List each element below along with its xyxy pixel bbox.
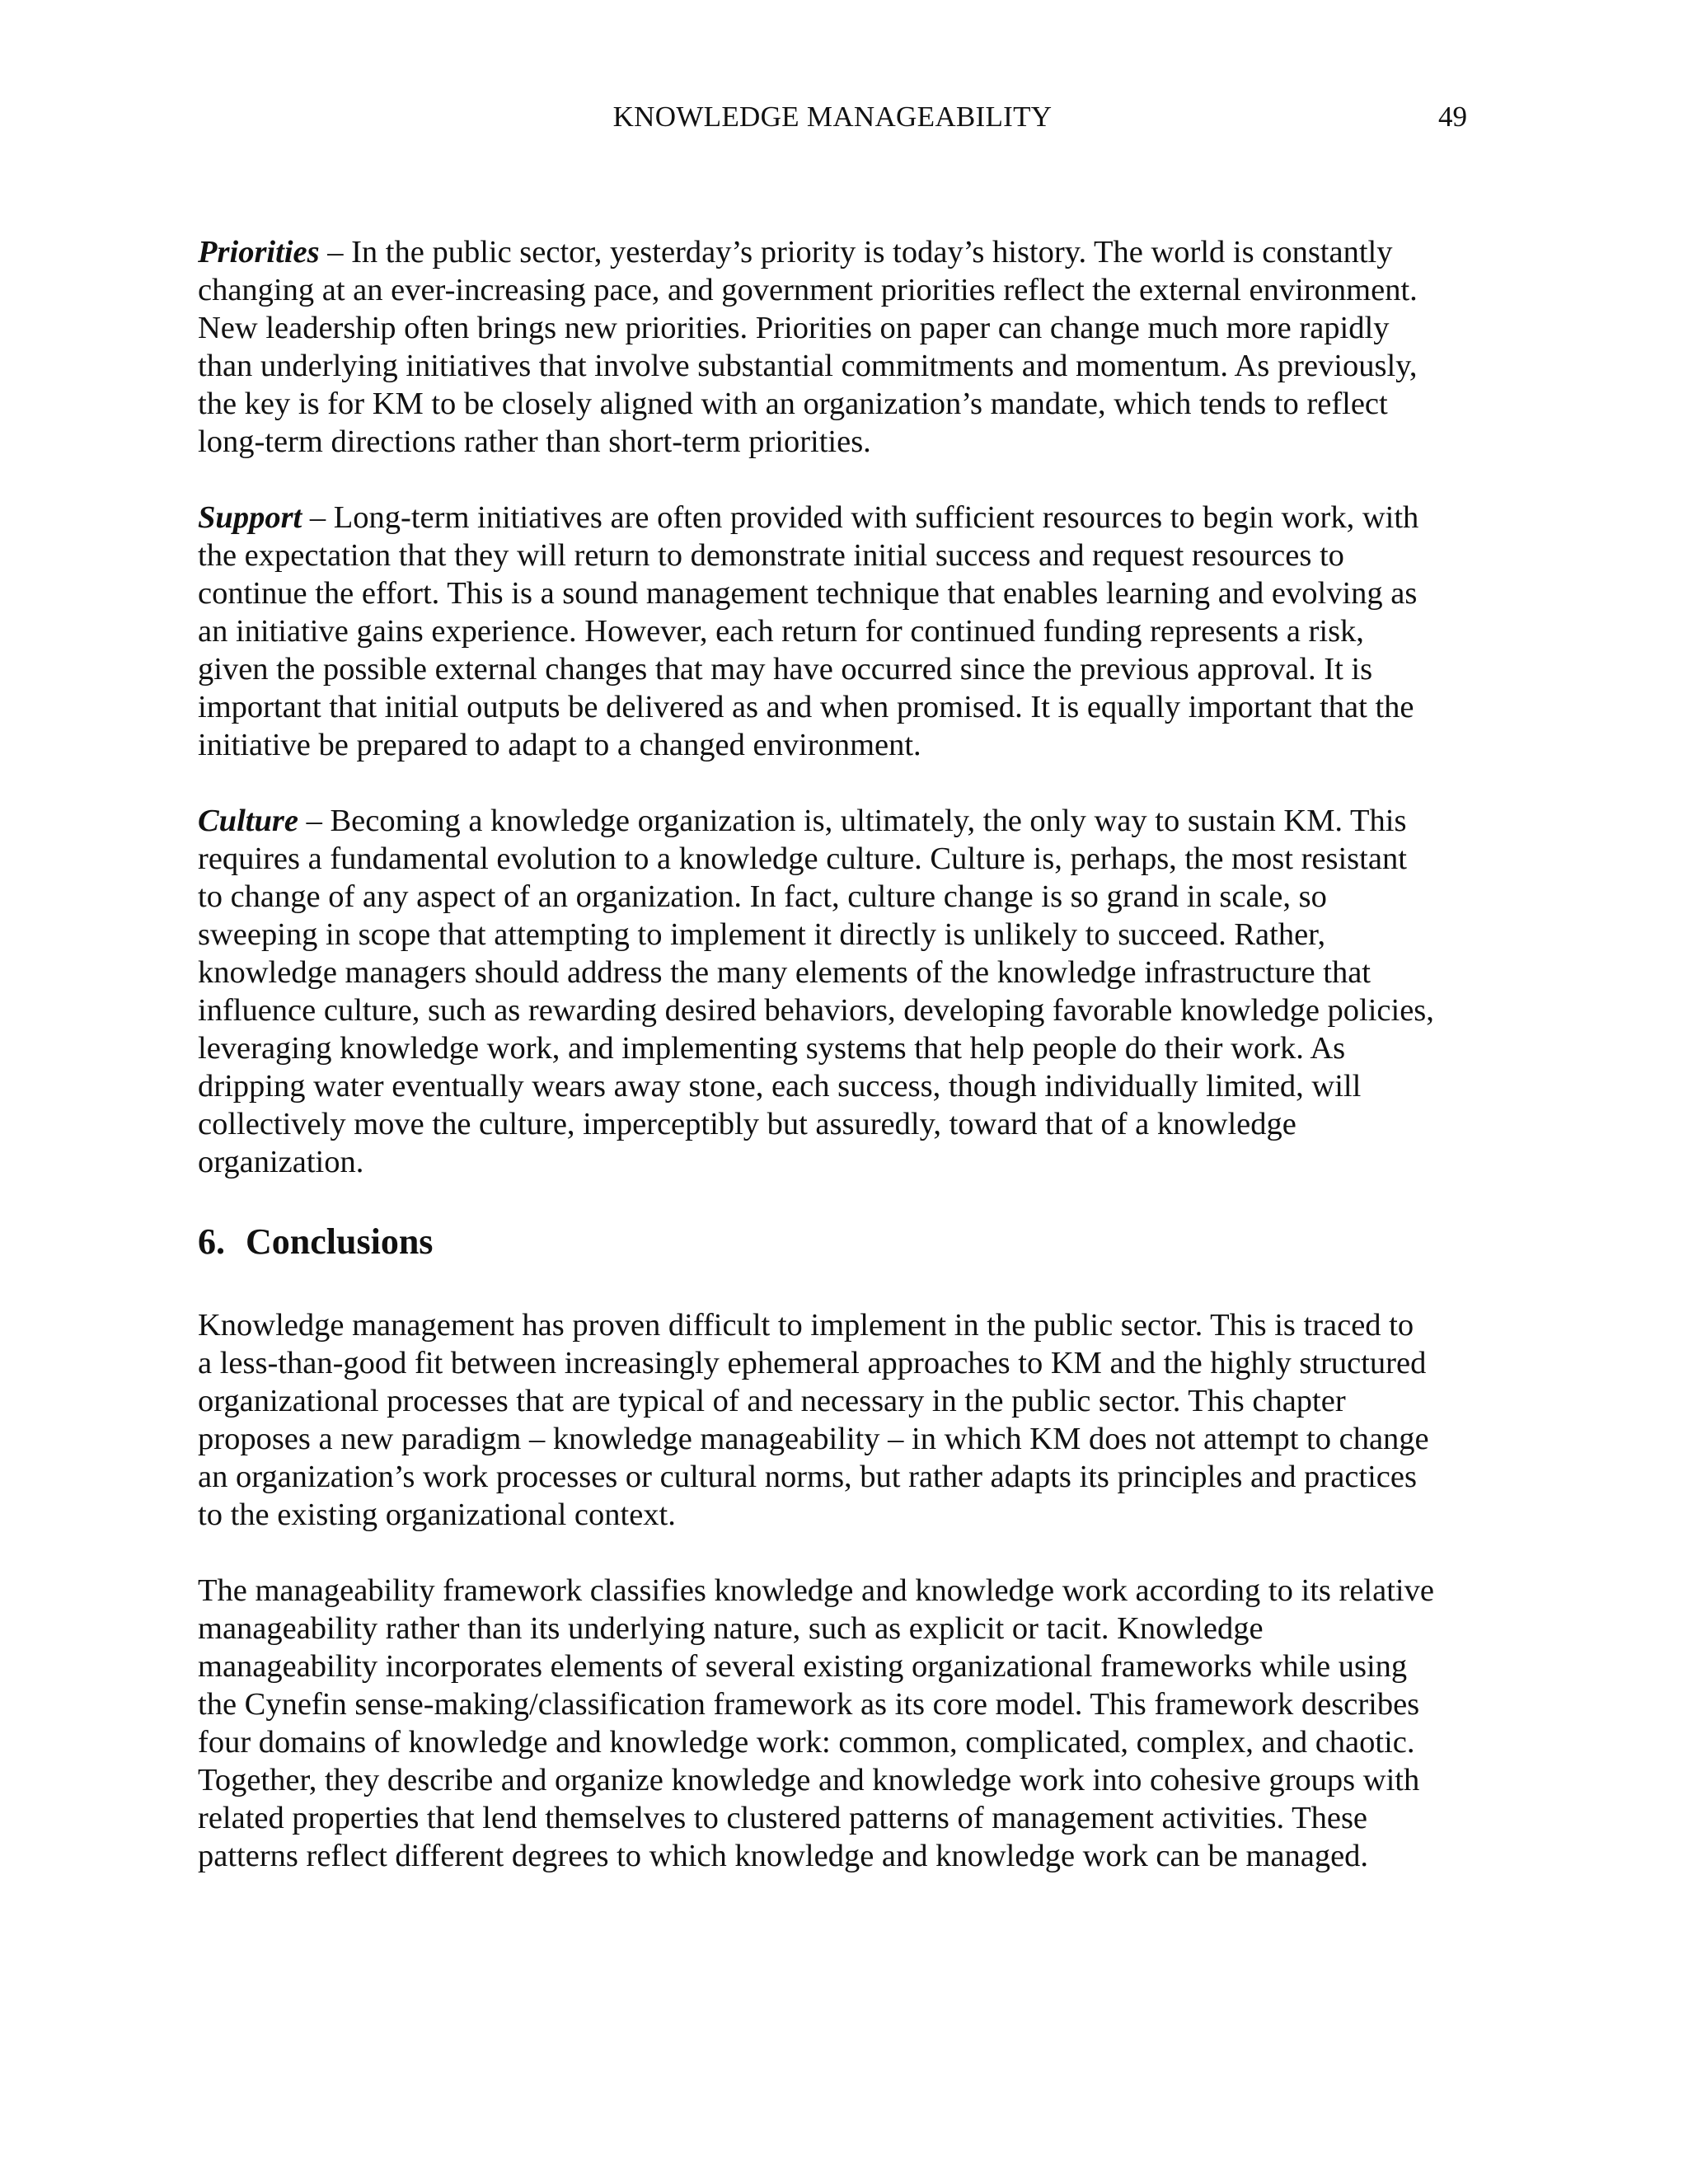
- text-line: organization.: [198, 1145, 364, 1179]
- paragraph-conclusions-2: [198, 1572, 1484, 1875]
- text-line: Priorities – In the public sector, yesterday’s priority is today’s history. The world is constantly: [198, 235, 1393, 269]
- page-number: 49: [1438, 101, 1467, 133]
- term-priorities: Priorities: [198, 235, 320, 269]
- text-line: influence culture, such as rewarding desired behaviors, developing favorable knowledge policies,: [198, 993, 1434, 1028]
- paragraph-culture: [198, 802, 1484, 1181]
- text-line: four domains of knowledge and knowledge work: common, complicated, complex, and chaotic.: [198, 1725, 1415, 1760]
- text-line: an organization’s work processes or cultural norms, but rather adapts its principles and practices: [198, 1460, 1417, 1494]
- section-title: Conclusions: [246, 1221, 434, 1262]
- text-line: to the existing organizational context.: [198, 1497, 676, 1532]
- text-line: changing at an ever-increasing pace, and government priorities reflect the external environment.: [198, 273, 1418, 307]
- running-title: KNOWLEDGE MANAGEABILITY: [612, 101, 1053, 133]
- text-line: Culture – Becoming a knowledge organization is, ultimately, the only way to sustain KM. This: [198, 804, 1407, 838]
- text-line: collectively move the culture, imperceptibly but assuredly, toward that of a knowledge: [198, 1107, 1296, 1141]
- text-line: Support – Long-term initiatives are often provided with sufficient resources to begin work, with: [198, 500, 1419, 535]
- running-header: [198, 97, 1467, 137]
- text-line: initiative be prepared to adapt to a changed environment.: [198, 728, 921, 762]
- text-line: organizational processes that are typical of and necessary in the public sector. This chapter: [198, 1384, 1346, 1418]
- text-line: the key is for KM to be closely aligned with an organization’s mandate, which tends to reflect: [198, 387, 1388, 421]
- text-line: New leadership often brings new priorities. Priorities on paper can change much more rapidly: [198, 311, 1390, 345]
- text-line: an initiative gains experience. However, each return for continued funding represents a risk,: [198, 614, 1364, 649]
- text-line: a less-than-good fit between increasingly ephemeral approaches to KM and the highly structured: [198, 1346, 1427, 1380]
- paragraph-conclusions-1: [198, 1306, 1484, 1534]
- text-line: sweeping in scope that attempting to implement it directly is unlikely to succeed. Rather,: [198, 917, 1326, 952]
- text-line: long-term directions rather than short-term priorities.: [198, 424, 871, 459]
- text-line: the Cynefin sense-making/classification framework as its core model. This framework describes: [198, 1687, 1420, 1722]
- text-line: the expectation that they will return to demonstrate initial success and request resources to: [198, 538, 1344, 573]
- document-body: [198, 233, 1484, 1913]
- text-line: requires a fundamental evolution to a knowledge culture. Culture is, perhaps, the most resistant: [198, 841, 1407, 876]
- text-line: Knowledge management has proven difficult to implement in the public sector. This is traced to: [198, 1308, 1414, 1343]
- text-line: The manageability framework classifies knowledge and knowledge work according to its relative: [198, 1573, 1434, 1608]
- paragraph-support: [198, 499, 1484, 764]
- text-line: manageability rather than its underlying nature, such as explicit or tacit. Knowledge: [198, 1611, 1264, 1646]
- text-line: continue the effort. This is a sound management technique that enables learning and evolving as: [198, 576, 1418, 611]
- text-line: patterns reflect different degrees to which knowledge and knowledge work can be managed.: [198, 1839, 1369, 1873]
- text-line: knowledge managers should address the many elements of the knowledge infrastructure that: [198, 955, 1371, 990]
- text-line: related properties that lend themselves to clustered patterns of management activities. These: [198, 1801, 1368, 1835]
- section-number: 6.: [198, 1221, 225, 1262]
- term-culture: Culture: [198, 804, 298, 838]
- text-line: leveraging knowledge work, and implementing systems that help people do their work. As: [198, 1031, 1346, 1066]
- paragraph-priorities: [198, 233, 1484, 461]
- text-line: manageability incorporates elements of several existing organizational frameworks while using: [198, 1649, 1408, 1684]
- text-line: than underlying initiatives that involve substantial commitments and momentum. As previously,: [198, 349, 1418, 383]
- text-line: to change of any aspect of an organization. In fact, culture change is so grand in scale, so: [198, 879, 1327, 914]
- text-line: proposes a new paradigm – knowledge manageability – in which KM does not attempt to change: [198, 1422, 1429, 1456]
- term-support: Support: [198, 500, 302, 535]
- text-line: important that initial outputs be delivered as and when promised. It is equally important that the: [198, 690, 1414, 724]
- text-line: given the possible external changes that may have occurred since the previous approval. It is: [198, 652, 1373, 687]
- section-heading-conclusions: [198, 1219, 1484, 1265]
- text-line: dripping water eventually wears away stone, each success, though individually limited, will: [198, 1069, 1362, 1104]
- text-line: Together, they describe and organize knowledge and knowledge work into cohesive groups with: [198, 1763, 1420, 1797]
